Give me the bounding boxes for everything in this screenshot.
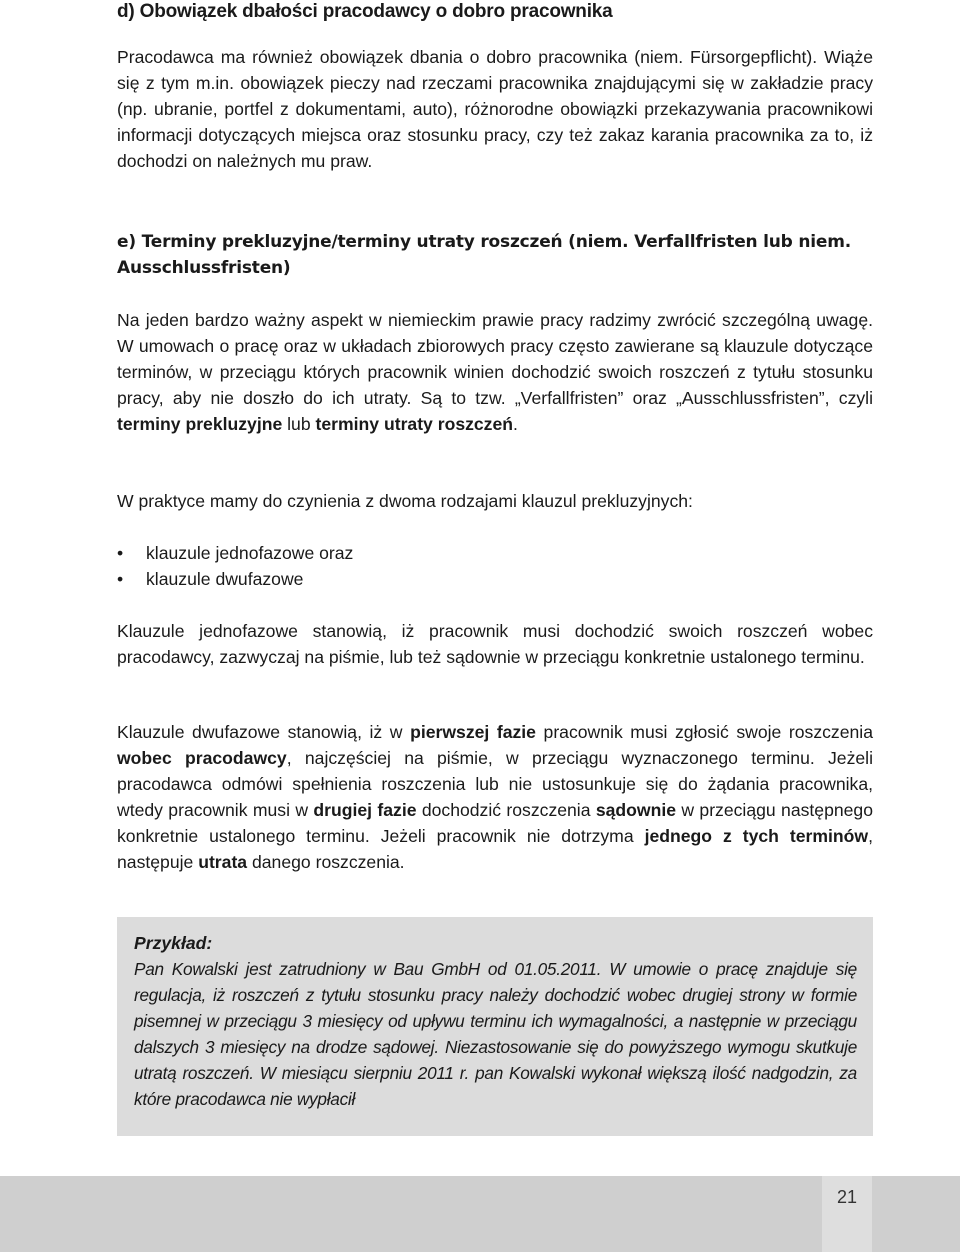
bold-term: jednego z tych terminów <box>644 826 869 846</box>
list-item <box>117 566 873 592</box>
text-span: lub <box>282 414 316 434</box>
section-d-paragraph: Pracodawca ma również obowiązek dbania o dobro pracownika (niem. Fürsorgepflicht). Wiąże się z tym m.in. obowiązek pieczy nad rzeczami pracownika znajdującymi się w zakładzie pracy (np. ubranie, portfel z dokumentami, auto), różnorodne obowiązki przekazywania pracownikowi informacji dotyczących miejsca oraz stosunku pracy, czy też zakaz karania pracownika za to, iż dochodzi on należnych mu praw. <box>117 47 873 171</box>
list-item-label: klauzule jednofazowe oraz <box>146 543 354 563</box>
section-d-heading: d) Obowiązek dbałości pracodawcy o dobro pracownika <box>117 1 613 22</box>
text-span: danego roszczenia. <box>247 852 405 872</box>
list-item-label: klauzule dwufazowe <box>146 569 304 589</box>
text-span: w przeciągu następnego konkretnie ustalonego terminu. Jeżeli pracownik nie dotrzyma <box>117 800 873 846</box>
text-span: . <box>513 414 518 434</box>
bold-term-utraty: terminy utraty roszczeń <box>315 414 514 434</box>
footer-bar <box>0 1176 960 1252</box>
bold-term-prekluzyjne: terminy prekluzyjne <box>117 414 283 434</box>
page-number: 21 <box>836 1187 858 1207</box>
section-e-paragraph-4 <box>117 719 873 875</box>
text-span: dochodzić roszczenia <box>416 800 596 820</box>
section-e-paragraph-3: Klauzule jednofazowe stanowią, iż pracownik musi dochodzić swoich roszczeń wobec pracodawcy, zazwyczaj na piśmie, lub też sądownie w przeciągu konkretnie ustalonego terminu. <box>117 621 873 667</box>
bold-term: pierwszej fazie <box>410 722 536 742</box>
list-item <box>117 540 873 566</box>
text-span: Klauzule dwufazowe stanowią, iż w <box>117 722 411 742</box>
text-span: , najczęściej na piśmie, w przeciągu wyznaczonego terminu. Jeżeli pracodawca odmówi spełnienia roszczenia lub nie ustosunkuje się do żądania pracownika, wtedy pracownik musi w <box>117 748 873 820</box>
bullet-icon: • <box>117 543 124 563</box>
example-text: Pan Kowalski jest zatrudniony w Bau GmbH od 01.05.2011. W umowie o pracę znajduje się regulacja, iż roszczeń z tytułu stosunku pracy należy dochodzić wobec drugiej strony w formie pisemnej w przeciągu 3 miesięcy od upływu terminu ich wymagalności, a następnie w przeciągu dalszych 3 miesięcy na drodze sądowej. Niezastosowanie się do powyższego wymogu skutkuje utratą roszczeń. W miesiącu sierpniu 2011 r. pan Kowalski wykonał większą ilość nadgodzin, za które pracodawca nie wypłacił <box>134 959 857 1109</box>
section-e-paragraph-2: W praktyce mamy do czynienia z dwoma rodzajami klauzul prekluzyjnych: <box>117 491 693 511</box>
section-e-heading: e) Terminy prekluzyjne/terminy utraty roszczeń (niem. Verfallfristen lub niem. Ausschlussfristen) <box>117 232 852 278</box>
section-e-paragraph-1 <box>117 307 873 437</box>
example-title: Przykład: <box>134 933 213 953</box>
bullet-icon: • <box>117 569 124 589</box>
text-span: Na jeden bardzo ważny aspekt w niemieckim prawie pracy radzimy zwrócić szczególną uwagę. W umowach o pracę oraz w układach zbiorowych pracy często zawierane są klauzule dotyczące terminów, w przeciągu których pracownik winien dochodzić swoich roszczeń z tytułu stosunku pracy, aby nie doszło do ich utraty. Są to tzw. „Verfallfristen” oraz „Ausschlussfristen”, czyli <box>117 310 873 408</box>
example-box <box>117 917 873 1136</box>
clause-types-list <box>117 540 873 592</box>
bold-term: drugiej fazie <box>313 800 417 820</box>
bold-term: wobec pracodawcy <box>117 748 287 768</box>
bold-term: utrata <box>198 852 248 872</box>
text-span: , następuje <box>117 826 873 872</box>
text-span: pracownik musi zgłosić swoje roszczenia <box>535 722 873 742</box>
bold-term: sądownie <box>595 800 677 820</box>
